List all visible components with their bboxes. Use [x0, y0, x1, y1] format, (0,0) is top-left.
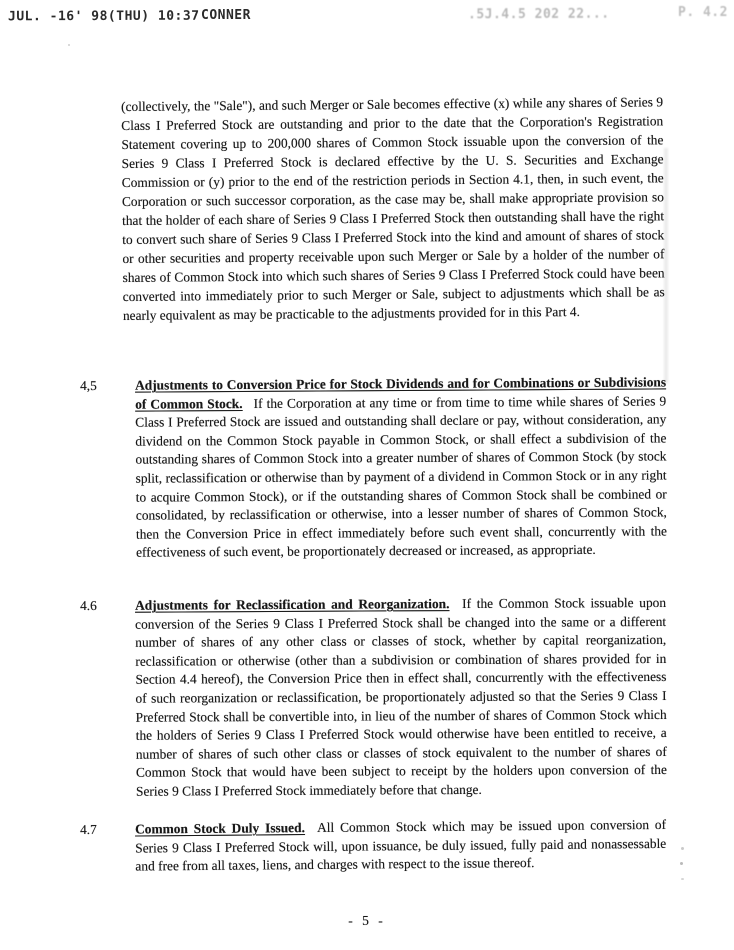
fax-sender-name: CONNER [201, 8, 251, 23]
section-4-7-number: 4.7 [80, 821, 97, 837]
section-4-7-heading: Common Stock Duly Issued. [135, 820, 305, 837]
section-4-7-paragraph [135, 816, 666, 876]
fax-datetime: JUL. -16' 98(THU) 10:37 [7, 8, 200, 25]
section-4-6-paragraph [135, 594, 667, 801]
section-4-5-heading: Adjustments to Conversion Price for Stock Dividends and for Combinations or Subdivisions of Common Stock. [135, 374, 667, 412]
section-4-5-paragraph [135, 373, 667, 562]
section-4-6-heading: Adjustments for Reclassification and Reorganization. [135, 596, 450, 613]
scan-speck [681, 878, 684, 880]
section-4-7-body: All Common Stock which may be issued upon conversion of Series 9 Class I Preferred Stock will, upon issuance, be duly issued, fully paid and nonassessable and free from all taxes, liens, and charges with respect to the issue thereof. [135, 816, 667, 874]
page-number: - 5 - [348, 913, 386, 928]
scan-speck [680, 862, 683, 865]
fax-number-faded: .5J.4.5 202 22... [467, 6, 610, 23]
section-4-6 [80, 594, 667, 802]
section-4-5 [80, 373, 667, 563]
fax-page-ref-faded: P. 4.2 [678, 5, 728, 20]
section-4-5-body: If the Corporation at any time or from time to time while shares of Series 9 Class I Preferred Stock are issued and outstanding shall declare or pay, without consideration, any dividend on the Common Stock payable in Common Stock, or shall effect a subdivision of the outstanding shares of Common Stock into a greater number of shares of Common Stock (by stock split, reclassification or otherwise than by payment of a dividend in Common Stock or in any right to acquire Common Stock), or if the outstanding shares of Common Stock shall be combined or consolidated, by reclassification or otherwise, into a lesser number of shares of Common Stock, then the Conversion Price in effect immediately before such event shall, concurrently with the effectiveness of such event, be proportionately decreased or increased, as appropriate. [135, 393, 667, 561]
scan-streak-artifact [664, 148, 668, 383]
section-4-6-number: 4.6 [80, 597, 97, 613]
scan-speck [681, 847, 684, 850]
scan-speck [68, 44, 70, 46]
section-4-5-number: 4,5 [80, 377, 97, 393]
section-4-7 [80, 816, 666, 877]
intro-paragraph: (collectively, the "Sale"), and such Merger or Sale becomes effective (x) while any shares of Series 9 Class I Preferred Stock are outstanding and prior to the date that the Corporation's Registration Statement covering up to 200,000 shares of Common Stock issuable upon the conversion of the Series 9 Class I Preferred Stock is declared effective by the U. S. Securities and Exchange Commission or (y) prior to the end of the restriction periods in Section 4.1, then, in such event, the Corporation or such successor corporation, as the case may be, shall make appropriate provision so that the holder of each share of Series 9 Class I Preferred Stock then outstanding shall have the right to convert such share of Series 9 Class I Preferred Stock into the kind and amount of shares of stock or other securities and property receivable upon such Merger or Sale by a holder of the number of shares of Common Stock into which such shares of Series 9 Class I Preferred Stock could have been converted into immediately prior to such Merger or Sale, subject to adjustments which shall be as nearly equivalent as may be practicable to the adjustments provided for in this Part 4. [121, 94, 665, 323]
section-4-6-body: If the Common Stock issuable upon conversion of the Series 9 Class I Preferred Stock shall be changed into the same or a different number of shares of any other class or classes of stock, whether by capital reorganization, reclassification or otherwise (other than a subdivision or combination of shares provided for in Section 4.4 hereof), the Conversion Price then in effect shall, concurrently with the effectiveness of such reorganization or reclassification, be proportionately adjusted so that the Series 9 Class I Preferred Stock shall be convertible into, in lieu of the number of shares of Common Stock which the holders of Series 9 Class I Preferred Stock would otherwise have been entitled to receive, a number of shares of such other class or classes of stock equivalent to the number of shares of Common Stock that would have been subject to receipt by the holders upon conversion of the Series 9 Class I Preferred Stock immediately before that change. [135, 594, 667, 799]
